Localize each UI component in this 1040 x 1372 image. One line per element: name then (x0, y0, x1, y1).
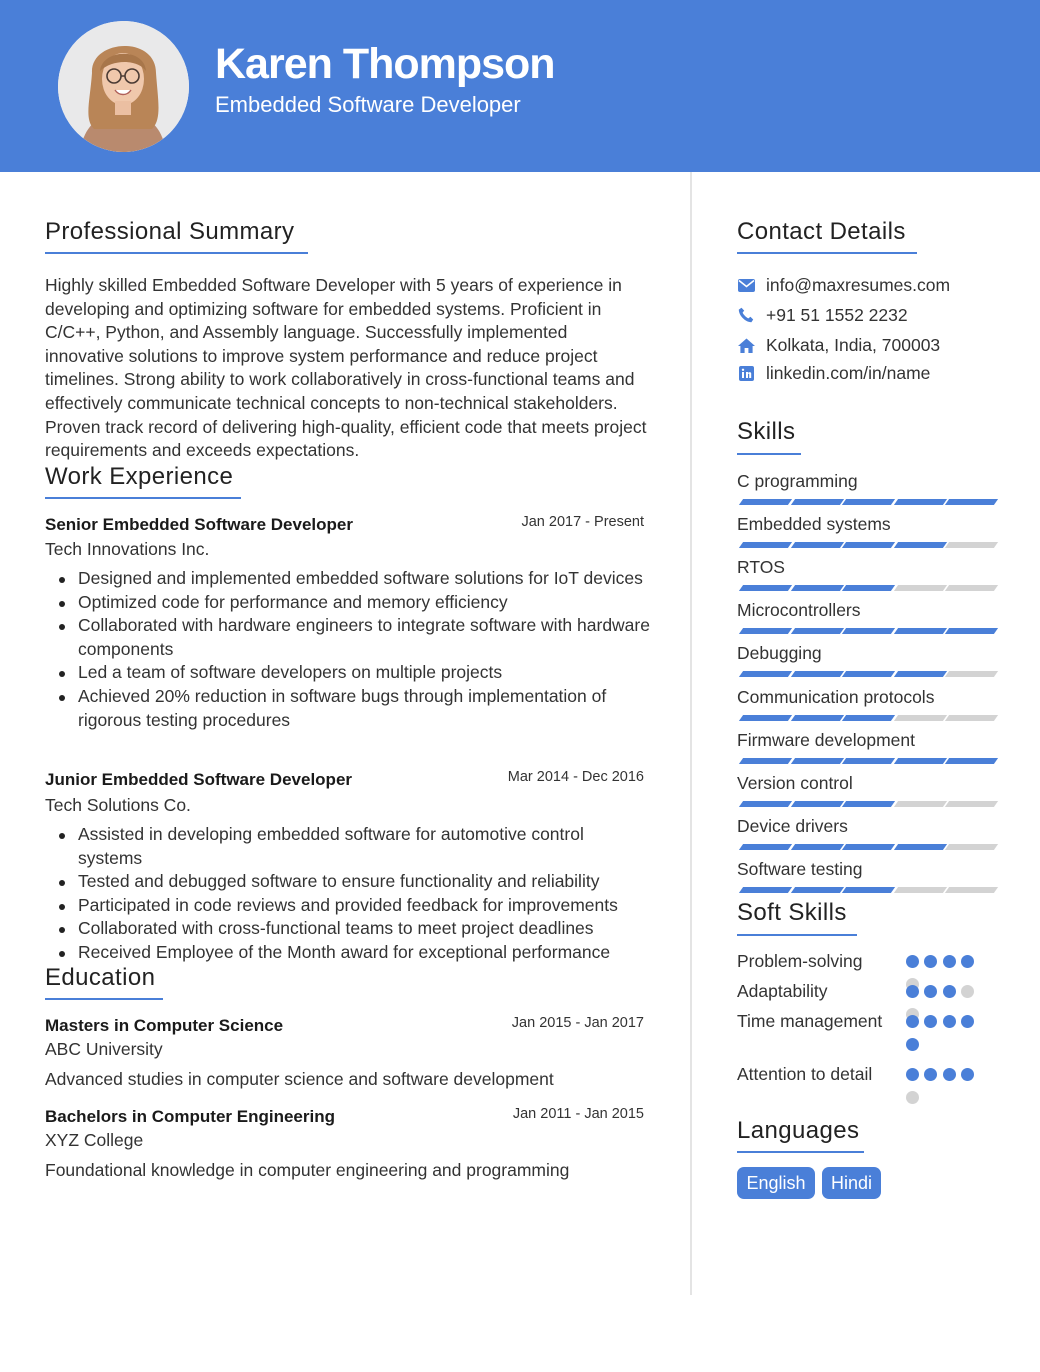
bullet-dot (59, 601, 65, 607)
bullet-dot (59, 904, 65, 910)
skill-level-segment (842, 671, 895, 677)
experience-heading: Work Experience (45, 463, 234, 490)
education-heading-rule (45, 998, 163, 1000)
rating-dot (943, 985, 956, 998)
skill-level-segment (893, 715, 946, 721)
skill-level-segment (790, 844, 843, 850)
skill-label: C programming (737, 471, 858, 491)
list-item: Tested and debugged software to ensure functionality and reliability (45, 870, 650, 894)
skill-level-bar (737, 499, 993, 505)
job-bullets (45, 823, 650, 965)
skill-level-bar (737, 844, 993, 850)
soft-skill-label: Problem-solving (737, 951, 863, 971)
skill-level-segment (893, 887, 946, 893)
skill-level-segment (842, 758, 895, 764)
contact-heading: Contact Details (737, 218, 906, 245)
list-item: Optimized code for performance and memory efficiency (45, 591, 650, 615)
skill-level-segment (945, 801, 998, 807)
list-item: Assisted in developing embedded software for automotive control systems (45, 823, 650, 870)
summary-heading-rule (45, 252, 308, 254)
skill-level-segment (893, 801, 946, 807)
skill-level-segment (893, 628, 946, 634)
skill-label: Debugging (737, 643, 822, 664)
skill-level-segment (842, 844, 895, 850)
skill-level-bar (737, 628, 993, 634)
rating-dot (961, 955, 974, 968)
skill-level-segment (842, 542, 895, 548)
skill-level-segment (945, 542, 998, 548)
bullet-dot (59, 577, 65, 583)
skill-level-segment (945, 671, 998, 677)
skill-level-segment (945, 628, 998, 634)
linkedin-link[interactable]: linkedin.com/in/name (766, 362, 931, 383)
list-item: Received Employee of the Month award for exceptional performance (45, 941, 650, 965)
envelope-icon (737, 276, 755, 294)
rating-dot (924, 985, 937, 998)
degree-dates: Jan 2011 - Jan 2015 (512, 1106, 644, 1122)
soft-skill-label: Time management (737, 1011, 883, 1031)
rating-dot (961, 1068, 974, 1081)
rating-dot (961, 985, 974, 998)
skill-level-segment (739, 758, 792, 764)
degree-dates: Jan 2015 - Jan 2017 (511, 1015, 644, 1031)
degree-title: Masters in Computer Science (45, 1016, 284, 1035)
skill-level-segment (790, 715, 843, 721)
rating-dot (943, 1015, 956, 1028)
bullet-dot (59, 695, 65, 701)
phone-text: +91 51 1552 2232 (766, 304, 908, 325)
skills-heading: Skills (737, 418, 796, 445)
skill-level-segment (739, 671, 792, 677)
contact-heading-rule (737, 252, 917, 254)
job-role: Senior Embedded Software Developer (45, 515, 353, 534)
skill-level-bar (737, 542, 993, 548)
skill-label: Device drivers (737, 815, 848, 836)
degree-description: Foundational knowledge in computer engineering and programming (45, 1160, 570, 1180)
summary-text: Highly skilled Embedded Software Developer with 5 years of experience in developing and optimizing software for embedded systems. Proficient in C/C++, Python, and Assembly language. Successfully implemented innovative solutions to improve system performance and reduce project timelines. Strong ability to work collaboratively in cross-functional teams and effectively communicate technical concepts to non-technical stakeholders. Proven track record of delivering high-quality, efficient code that meets project requirements and exceeds expectations. (45, 275, 647, 461)
column-divider (690, 172, 692, 1295)
skill-level-segment (739, 499, 792, 505)
rating-dot (943, 1068, 956, 1081)
skills-heading-rule (737, 453, 801, 455)
experience-heading-rule (45, 497, 241, 499)
skill-level-segment (945, 844, 998, 850)
portrait-image (58, 21, 189, 152)
bullet-dot (59, 951, 65, 957)
soft-skills-heading-rule (737, 934, 857, 936)
skill-level-segment (893, 758, 946, 764)
list-item: Collaborated with cross-functional teams to meet project deadlines (45, 917, 650, 941)
skill-level-segment (945, 715, 998, 721)
skill-label: Software testing (737, 858, 863, 879)
phone-icon (737, 306, 755, 324)
candidate-name: Karen Thompson (215, 40, 555, 88)
skill-level-segment (842, 585, 895, 591)
rating-dot (924, 955, 937, 968)
school-name: XYZ College (45, 1130, 144, 1150)
skill-level-segment (739, 542, 792, 548)
profile-photo (58, 21, 189, 152)
bullet-dot (59, 671, 65, 677)
rating-dot (906, 1068, 919, 1081)
skill-level-segment (945, 585, 998, 591)
skill-label: Microcontrollers (737, 600, 861, 621)
skill-level-segment (790, 758, 843, 764)
candidate-title: Embedded Software Developer (215, 92, 521, 117)
skill-level-segment (790, 542, 843, 548)
skill-level-segment (790, 671, 843, 677)
rating-dot (906, 1038, 919, 1051)
skill-level-segment (945, 499, 998, 505)
skill-label: RTOS (737, 557, 785, 578)
rating-dot (961, 1015, 974, 1028)
rating-dot (906, 985, 919, 998)
skill-level-bar (737, 585, 993, 591)
contact-linkedin (737, 361, 930, 385)
rating-dot (924, 1015, 937, 1028)
contact-phone (737, 303, 908, 327)
skill-level-segment (842, 628, 895, 634)
soft-skill-label: Attention to detail (737, 1064, 873, 1084)
skill-level-segment (893, 844, 946, 850)
skill-level-segment (739, 844, 792, 850)
job-company: Tech Innovations Inc. (45, 539, 210, 559)
skill-level-segment (893, 499, 946, 505)
list-item: Designed and implemented embedded software solutions for IoT devices (45, 567, 650, 591)
school-name: ABC University (45, 1039, 163, 1059)
skill-label: Firmware development (737, 729, 915, 750)
contact-address (737, 333, 940, 357)
summary-heading: Professional Summary (45, 218, 295, 245)
skill-level-segment (739, 715, 792, 721)
job-bullets (45, 567, 650, 732)
languages-heading: Languages (737, 1117, 860, 1144)
skill-level-segment (739, 585, 792, 591)
rating-dot (943, 955, 956, 968)
skill-level-segment (945, 758, 998, 764)
skill-label: Communication protocols (737, 686, 935, 707)
skill-level-segment (842, 499, 895, 505)
skill-label: Version control (737, 772, 853, 793)
language-badge: Hindi (822, 1167, 881, 1199)
resume-header (0, 0, 1040, 172)
skill-label: Embedded systems (737, 514, 891, 535)
skill-level-bar (737, 671, 993, 677)
job-dates: Mar 2014 - Dec 2016 (507, 769, 644, 785)
skill-level-segment (739, 628, 792, 634)
contact-email (737, 273, 950, 297)
soft-skills-heading: Soft Skills (737, 899, 847, 926)
skill-level-segment (739, 801, 792, 807)
email-link[interactable]: info@maxresumes.com (766, 274, 951, 295)
skill-level-segment (893, 585, 946, 591)
skill-level-segment (790, 628, 843, 634)
bullet-dot (59, 927, 65, 933)
skill-level-bar (737, 887, 993, 893)
skill-level-segment (893, 671, 946, 677)
skill-level-segment (790, 801, 843, 807)
degree-description: Advanced studies in computer science and software development (45, 1069, 554, 1089)
job-dates: Jan 2017 - Present (521, 514, 644, 530)
bullet-dot (59, 624, 65, 630)
rating-dot (924, 1068, 937, 1081)
skill-level-bar (737, 801, 993, 807)
linkedin-icon (737, 364, 755, 382)
address-text: Kolkata, India, 700003 (766, 334, 941, 355)
bullet-dot (59, 880, 65, 886)
bullet-dot (59, 833, 65, 839)
skill-level-segment (945, 887, 998, 893)
job-role: Junior Embedded Software Developer (45, 770, 353, 789)
languages-heading-rule (737, 1151, 864, 1153)
language-badge: English (737, 1167, 815, 1199)
list-item: Collaborated with hardware engineers to integrate software with hardware components (45, 614, 650, 661)
skill-level-segment (790, 585, 843, 591)
home-icon (737, 336, 755, 354)
soft-skill-label: Adaptability (737, 981, 828, 1001)
skill-level-segment (842, 887, 895, 893)
skill-level-segment (739, 887, 792, 893)
skill-level-bar (737, 758, 993, 764)
list-item: Participated in code reviews and provided feedback for improvements (45, 894, 650, 918)
list-item: Achieved 20% reduction in software bugs through implementation of rigorous testing procedures (45, 685, 650, 732)
degree-title: Bachelors in Computer Engineering (45, 1107, 335, 1126)
skill-level-segment (842, 715, 895, 721)
rating-dot (906, 955, 919, 968)
skill-level-segment (790, 499, 843, 505)
skill-level-bar (737, 715, 993, 721)
rating-dot (906, 1015, 919, 1028)
skill-level-segment (893, 542, 946, 548)
rating-dot (906, 1091, 919, 1104)
skill-level-segment (842, 801, 895, 807)
education-heading: Education (45, 964, 156, 991)
skill-level-segment (790, 887, 843, 893)
list-item: Led a team of software developers on multiple projects (45, 661, 650, 685)
job-company: Tech Solutions Co. (45, 795, 191, 815)
